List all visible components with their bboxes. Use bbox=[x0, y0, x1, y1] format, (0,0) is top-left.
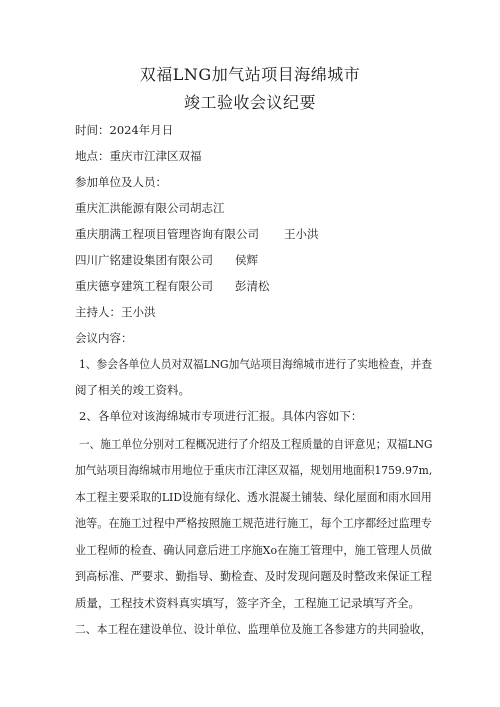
body-line: 2、各单位对该海绵城市专项进行汇报。具体内容如下： bbox=[79, 409, 363, 423]
body-line: 加气站项目海绵城市用地位于重庆市江津区双福，规划用地面积1759.97m, bbox=[75, 463, 433, 477]
meeting-time: 时间：2024年月日 bbox=[75, 123, 174, 137]
document-title: 双福LNG加气站项目海绵城市 bbox=[139, 65, 361, 84]
attendee-person: 王小洪 bbox=[284, 227, 319, 241]
body-line: 业工程师的检查、确认同意后进工序施Xo在施工管理中，施工管理人员做 bbox=[75, 543, 432, 557]
body-line: 阅了相关的竣工资料。 bbox=[75, 383, 190, 397]
meeting-place: 地点：重庆市江津区双福 bbox=[75, 149, 202, 163]
body-line: 一、施工单位分别对工程概况进行了介绍及工程质量的自评意见；双福LNG bbox=[79, 437, 433, 451]
attendee-unit: 重庆汇洪能源有限公司胡志江 bbox=[75, 201, 225, 215]
content-label: 会议内容： bbox=[75, 331, 133, 345]
attendee-person: 侯辉 bbox=[235, 253, 258, 267]
body-line: 池等。在施工过程中严格按照施工规范进行施工，每个工序都经过监理专 bbox=[75, 516, 432, 530]
attendee-person: 彭清松 bbox=[235, 279, 270, 293]
body-line: 到高标准、严要求、勤指导、勤检查、及时发现问题及时整改来保证工程 bbox=[75, 569, 432, 583]
document-subtitle: 竣工验收会议纪要 bbox=[183, 93, 316, 112]
body-line: 本工程主要采取的LID设施有绿化、透水混凝土铺装、绿化屋面和雨水回用 bbox=[75, 490, 432, 504]
body-line: 质量，工程技术资料真实填写，签字齐全，工程施工记录填写齐全。 bbox=[75, 596, 420, 610]
attendee-unit: 四川广铭建设集团有限公司 bbox=[75, 253, 213, 267]
meeting-host: 主持人：王小洪 bbox=[75, 305, 156, 319]
body-line: 二、本工程在建设单位、设计单位、监理单位及施工各参建方的共同验收， bbox=[75, 622, 432, 636]
attendee-unit: 重庆朋满工程项目管理咨询有限公司 bbox=[75, 227, 259, 241]
attendee-unit: 重庆德亨建筑工程有限公司 bbox=[75, 279, 213, 293]
attendees-label: 参加单位及人员： bbox=[75, 175, 167, 189]
body-line: 1、参会各单位人员对双福LNG加气站项目海绵城市进行了实地检查，并查 bbox=[79, 357, 433, 371]
